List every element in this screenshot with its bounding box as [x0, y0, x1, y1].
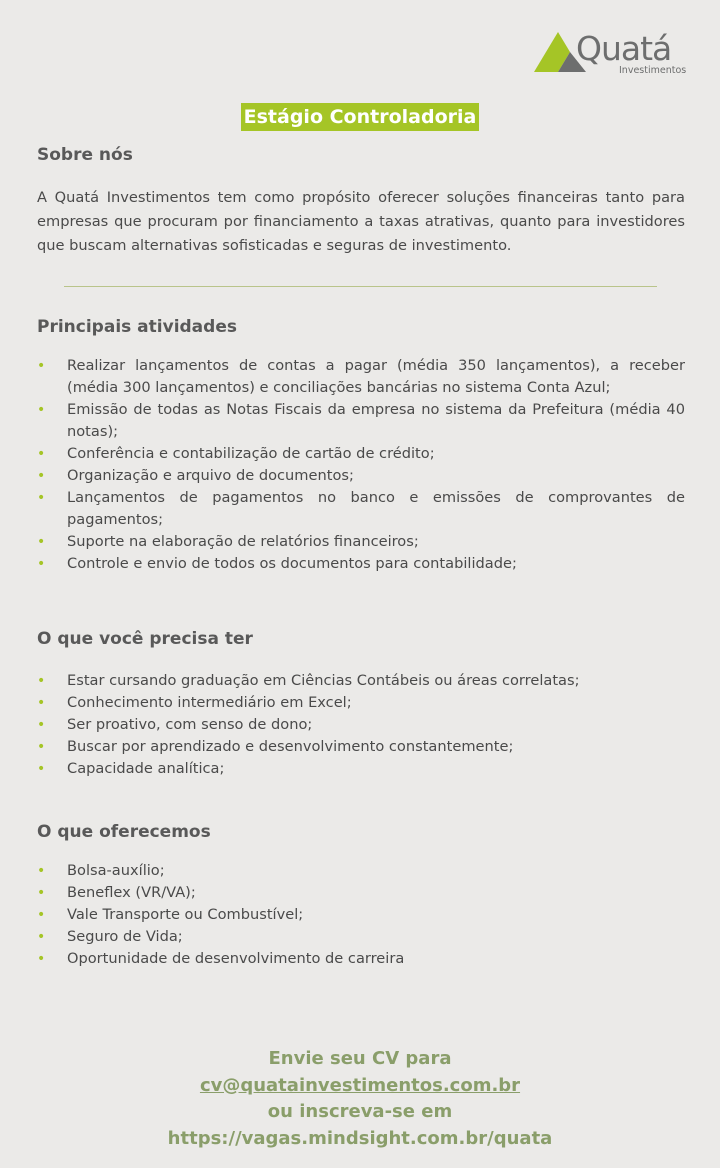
list-item: • Seguro de Vida;: [37, 926, 685, 948]
bullet-icon: •: [37, 556, 46, 572]
bullet-icon: •: [37, 885, 46, 901]
bullet-icon: •: [37, 717, 46, 733]
bullet-icon: •: [37, 358, 46, 374]
bullet-icon: •: [37, 468, 46, 484]
list-item: • Emissão de todas as Notas Fiscais da empresa no sistema da Prefeitura (média 40 notas);: [37, 401, 685, 440]
call-to-action: [0, 1046, 720, 1152]
list-item: • Suporte na elaboração de relatórios financeiros;: [37, 531, 685, 553]
list-item: • Ser proativo, com senso de dono;: [37, 714, 685, 736]
bullet-icon: •: [37, 863, 46, 879]
list-item: • Bolsa-auxílio;: [37, 860, 685, 882]
list-item: • Estar cursando graduação em Ciências Contábeis ou áreas correlatas;: [37, 670, 685, 692]
logo-subtitle: Investimentos: [619, 65, 687, 76]
bullet-icon: •: [37, 402, 46, 418]
offers-heading: O que oferecemos: [37, 822, 211, 842]
list-item: • Oportunidade de desenvolvimento de carreira: [37, 948, 685, 970]
requirements-heading: O que você precisa ter: [37, 629, 253, 649]
list-item: • Conferência e contabilização de cartão de crédito;: [37, 443, 685, 465]
offers-list: [37, 860, 685, 970]
title-container: [0, 103, 720, 131]
list-item: • Organização e arquivo de documentos;: [37, 465, 685, 487]
cta-or: ou inscreva-se em: [267, 1101, 453, 1122]
bullet-icon: •: [37, 446, 46, 462]
bullet-icon: •: [37, 907, 46, 923]
list-item: • Controle e envio de todos os documentos para contabilidade;: [37, 553, 685, 575]
email-link[interactable]: cv@quatainvestimentos.com.br: [199, 1074, 521, 1096]
about-text: A Quatá Investimentos tem como propósito oferecer soluções financeiras tanto para empresas que procuram por financiamento a taxas atrativas, quanto para investidores que buscam alternativas sofisticadas e seguras de investimento.: [37, 189, 685, 254]
page-title: Estágio Controladoria: [241, 103, 480, 131]
list-item: • Beneflex (VR/VA);: [37, 882, 685, 904]
bullet-icon: •: [37, 929, 46, 945]
company-logo: [530, 28, 690, 78]
list-item: • Vale Transporte ou Combustível;: [37, 904, 685, 926]
list-item: • Conhecimento intermediário em Excel;: [37, 692, 685, 714]
bullet-icon: •: [37, 534, 46, 550]
list-item: • Lançamentos de pagamentos no banco e emissões de comprovantes de pagamentos;: [37, 489, 685, 528]
requirements-list: [37, 670, 685, 780]
activities-heading: Principais atividades: [37, 317, 237, 337]
apply-url-link[interactable]: https://vagas.mindsight.com.br/quata: [167, 1127, 553, 1149]
bullet-icon: •: [37, 739, 46, 755]
bullet-icon: •: [37, 490, 46, 506]
list-item: • Capacidade analítica;: [37, 758, 685, 780]
list-item: • Buscar por aprendizado e desenvolvimento constantemente;: [37, 736, 685, 758]
bullet-icon: •: [37, 761, 46, 777]
about-heading: Sobre nós: [37, 145, 133, 165]
bullet-icon: •: [37, 951, 46, 967]
logo-wordmark: Quatá: [576, 29, 672, 68]
list-item: • Realizar lançamentos de contas a pagar (média 350 lançamentos), a receber (média 300 lançamentos) e conciliações bancárias no sistema Conta Azul;: [37, 357, 685, 396]
section-divider: [64, 286, 657, 287]
bullet-icon: •: [37, 695, 46, 711]
cta-intro: Envie seu CV para: [268, 1048, 452, 1069]
activities-list: [37, 355, 685, 575]
bullet-icon: •: [37, 673, 46, 689]
